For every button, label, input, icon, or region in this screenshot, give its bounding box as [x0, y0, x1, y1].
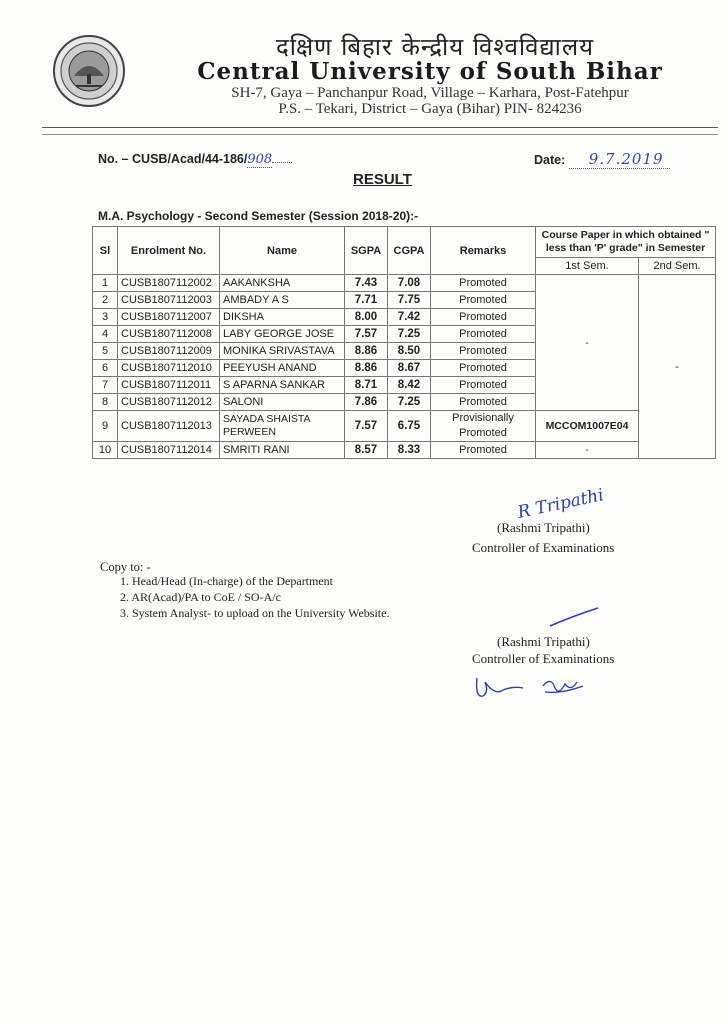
cell-remarks: Promoted	[431, 442, 536, 459]
reference-number	[98, 152, 292, 168]
cell-sem1-paper: -	[536, 442, 639, 459]
cell-name: DIKSHA	[220, 309, 345, 326]
header-sgpa: SGPA	[345, 227, 388, 275]
header-remarks: Remarks	[431, 227, 536, 275]
cell-sgpa: 8.57	[345, 442, 388, 459]
cell-remarks: Provisionally Promoted	[431, 411, 536, 442]
header-divider	[42, 127, 718, 135]
cell-cgpa: 7.75	[388, 292, 431, 309]
cell-name: AAKANKSHA	[220, 275, 345, 292]
cell-name: SALONI	[220, 394, 345, 411]
cell-remarks: Promoted	[431, 326, 536, 343]
header-sem2: 2nd Sem.	[639, 258, 716, 275]
cell-remarks: Promoted	[431, 343, 536, 360]
cell-remarks: Promoted	[431, 292, 536, 309]
header-name: Name	[220, 227, 345, 275]
cell-sgpa: 7.43	[345, 275, 388, 292]
signatory-title: Controller of Examinations	[472, 651, 615, 666]
cell-sl: 5	[93, 343, 118, 360]
cell-remarks: Promoted	[431, 360, 536, 377]
cell-sem2-group: -	[639, 275, 716, 459]
cell-sgpa: 7.71	[345, 292, 388, 309]
cell-cgpa: 7.25	[388, 326, 431, 343]
cell-enrolment: CUSB1807112010	[118, 360, 220, 377]
cell-sl: 10	[93, 442, 118, 459]
copy-to-label: Copy to: -	[100, 560, 151, 574]
cell-enrolment: CUSB1807112011	[118, 377, 220, 394]
university-name-hindi: दक्षिण बिहार केन्द्रीय विश्वविद्यालय	[275, 33, 595, 61]
reference-number-value: 908	[247, 152, 273, 167]
cell-name: MONIKA SRIVASTAVA	[220, 343, 345, 360]
cell-enrolment: CUSB1807112012	[118, 394, 220, 411]
cell-sgpa: 7.57	[345, 411, 388, 442]
signature-stroke	[548, 606, 600, 628]
list-item: 3. System Analyst- to upload on the University Website.	[120, 606, 390, 620]
university-logo	[52, 34, 126, 108]
table-row	[93, 411, 716, 442]
cell-sem1-paper: MCCOM1007E04	[536, 411, 639, 442]
cell-cgpa: 7.25	[388, 394, 431, 411]
cell-name: LABY GEORGE JOSE	[220, 326, 345, 343]
list-item: 2. AR(Acad)/PA to CoE / SO-A/c	[120, 590, 281, 604]
copy-to-list	[120, 574, 389, 622]
cell-sem1-group: -	[536, 275, 639, 411]
address-line-1: SH-7, Gaya – Panchanpur Road, Village – Karhara, Post-Fatehpur	[231, 85, 629, 101]
header-course-paper: Course Paper in which obtained " less than 'P' grade" in Semester	[536, 227, 716, 258]
cell-remarks: Promoted	[431, 377, 536, 394]
address-line-2: P.S. – Tekari, District – Gaya (Bihar) PIN- 824236	[278, 101, 582, 117]
table-header-row	[93, 227, 716, 258]
cell-sl: 9	[93, 411, 118, 442]
cell-enrolment: CUSB1807112013	[118, 411, 220, 442]
header-enrolment: Enrolment No.	[118, 227, 220, 275]
cell-name: PEEYUSH ANAND	[220, 360, 345, 377]
header-cgpa: CGPA	[388, 227, 431, 275]
table-row	[93, 442, 716, 459]
reference-date	[534, 150, 670, 169]
list-item: 1. Head/Head (In-charge) of the Department	[120, 574, 334, 588]
date-value: 9.7.2019	[569, 150, 670, 169]
cell-enrolment: CUSB1807112002	[118, 275, 220, 292]
cell-cgpa: 8.33	[388, 442, 431, 459]
date-label: Date:	[534, 153, 566, 167]
cell-cgpa: 8.42	[388, 377, 431, 394]
cell-remarks: Promoted	[431, 275, 536, 292]
cell-cgpa: 8.50	[388, 343, 431, 360]
cell-sgpa: 8.86	[345, 360, 388, 377]
university-name-english: Central University of South Bihar	[197, 58, 663, 85]
cell-name: SAYADA SHAISTA PERWEEN	[220, 411, 345, 442]
signatory-title: Controller of Examinations	[472, 540, 615, 555]
cell-name: S APARNA SANKAR	[220, 377, 345, 394]
signature-handwriting: R Tripathi	[515, 485, 606, 523]
cell-cgpa: 7.08	[388, 275, 431, 292]
cell-enrolment: CUSB1807112007	[118, 309, 220, 326]
table-row	[93, 275, 716, 292]
document-title: RESULT	[353, 171, 412, 188]
cell-sl: 4	[93, 326, 118, 343]
cell-sgpa: 8.86	[345, 343, 388, 360]
cell-cgpa: 6.75	[388, 411, 431, 442]
cell-cgpa: 8.67	[388, 360, 431, 377]
cell-enrolment: CUSB1807112014	[118, 442, 220, 459]
cell-remarks: Promoted	[431, 394, 536, 411]
signatory-name: (Rashmi Tripathi)	[497, 520, 590, 535]
cell-sl: 7	[93, 377, 118, 394]
header-sl: Sl	[93, 227, 118, 275]
cell-sl: 3	[93, 309, 118, 326]
cell-name: SMRITI RANI	[220, 442, 345, 459]
cell-cgpa: 7.42	[388, 309, 431, 326]
cell-enrolment: CUSB1807112008	[118, 326, 220, 343]
reference-number-label: No. – CUSB/Acad/44-186/	[98, 152, 248, 166]
cell-enrolment: CUSB1807112003	[118, 292, 220, 309]
cell-remarks: Promoted	[431, 309, 536, 326]
cell-sgpa: 8.71	[345, 377, 388, 394]
cell-sgpa: 7.57	[345, 326, 388, 343]
result-subtitle: M.A. Psychology - Second Semester (Session 2018-20):-	[98, 209, 419, 223]
initials-scribble	[473, 672, 593, 704]
header-sem1: 1st Sem.	[536, 258, 639, 275]
cell-name: AMBADY A S	[220, 292, 345, 309]
signatory-name: (Rashmi Tripathi)	[497, 634, 590, 649]
result-table	[92, 226, 716, 459]
cell-sgpa: 8.00	[345, 309, 388, 326]
cell-sl: 8	[93, 394, 118, 411]
cell-sl: 2	[93, 292, 118, 309]
cell-sl: 6	[93, 360, 118, 377]
reference-dots	[272, 162, 292, 163]
cell-sgpa: 7.86	[345, 394, 388, 411]
cell-sl: 1	[93, 275, 118, 292]
cell-enrolment: CUSB1807112009	[118, 343, 220, 360]
